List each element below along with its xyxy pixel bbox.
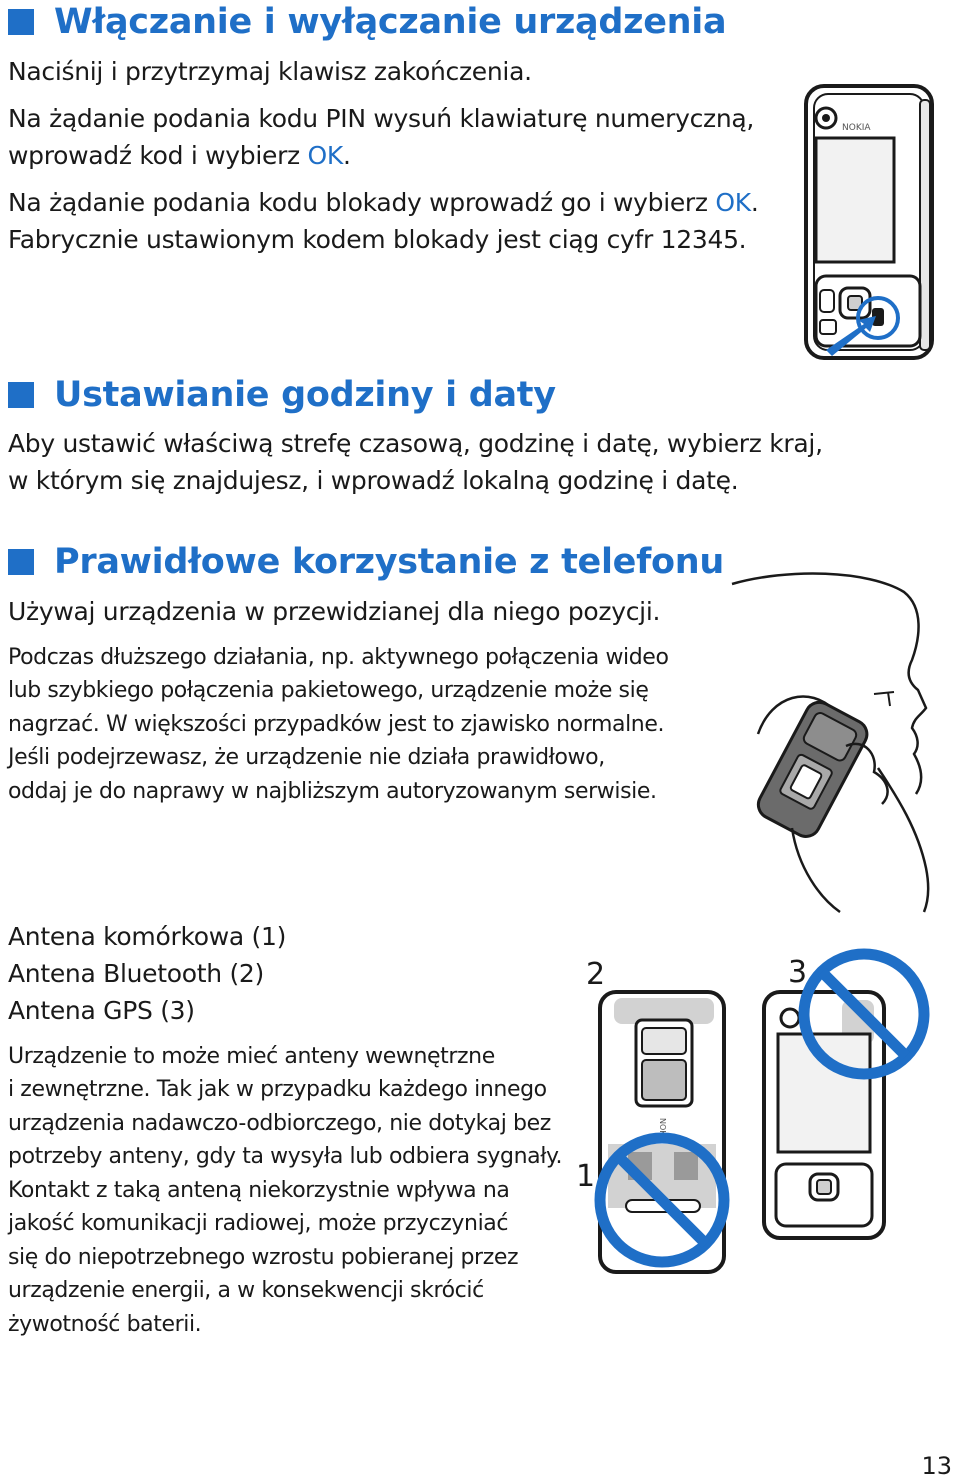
label-3: 3	[788, 955, 808, 990]
brand-text: NOKIA	[658, 1118, 667, 1144]
heading-title: Ustawianie godziny i daty	[54, 375, 556, 415]
text-line: Fabrycznie ustawionym kodem blokady jest ciąg cyfr 12345.	[8, 225, 747, 254]
text-line: potrzeby anteny, gdy ta wysyła lub odbiera sygnały.	[8, 1144, 563, 1169]
ok-keyword: OK	[307, 141, 344, 170]
label-1: 1	[576, 1159, 596, 1194]
text-part: wprowadź kod i wybierz	[8, 141, 308, 170]
antenna-item: Antena GPS (3)	[8, 996, 195, 1025]
heading-bullet	[8, 9, 34, 35]
heading-bullet	[8, 549, 34, 575]
text-line: nagrzać. W większości przypadków jest to zjawisko normalne.	[8, 712, 665, 737]
label-2: 2	[586, 957, 606, 992]
text-part: .	[750, 188, 759, 217]
text-part: .	[343, 141, 351, 170]
heading-title: Prawidłowe korzystanie z telefonu	[54, 542, 725, 582]
text-line: i zewnętrzne. Tak jak w przypadku każdego innego	[8, 1077, 547, 1102]
text-part: Na żądanie podania kodu blokady wprowadź go i wybierz	[8, 188, 716, 217]
text-line: żywotność baterii.	[8, 1312, 202, 1337]
text-line	[8, 184, 759, 221]
text-line: Aby ustawić właściwą strefę czasową, godzinę i datę, wybierz kraj,	[8, 429, 823, 458]
person-holding-phone-illustration	[728, 568, 954, 913]
text-line: Naciśnij i przytrzymaj klawisz zakończenia.	[8, 57, 532, 86]
brand-text: NOKIA	[842, 123, 871, 133]
heading-datetime	[8, 375, 556, 415]
text-line: urządzenie energii, a w konsekwencji skrócić	[8, 1278, 484, 1303]
page-number: 13	[921, 1452, 952, 1480]
text-line: Używaj urządzenia w przewidzianej dla niego pozycji.	[8, 597, 661, 626]
text-line: Na żądanie podania kodu PIN wysuń klawiaturę numeryczną,	[8, 104, 755, 133]
text-line: się do niepotrzebnego wzrostu pobieranej przez	[8, 1245, 519, 1270]
antenna-item: Antena Bluetooth (2)	[8, 959, 264, 988]
text-line: Podczas dłuższego działania, np. aktywnego połączenia wideo	[8, 645, 669, 670]
antenna-location-illustration	[570, 948, 940, 1283]
text-line	[8, 137, 351, 174]
text-line: lub szybkiego połączenia pakietowego, urządzenie może się	[8, 678, 649, 703]
text-line: oddaj je do naprawy w najbliższym autoryzowanym serwisie.	[8, 779, 657, 804]
heading-title: Włączanie i wyłączanie urządzenia	[54, 2, 727, 42]
text-line: Jeśli podejrzewasz, że urządzenie nie działa prawidłowo,	[8, 745, 605, 770]
text-line: jakość komunikacji radiowej, może przyczyniać	[8, 1211, 509, 1236]
text-line: Kontakt z taką anteną niekorzystnie wpływa na	[8, 1178, 510, 1203]
text-line: Urządzenie to może mieć anteny wewnętrzne	[8, 1044, 495, 1069]
text-line: urządzenia nadawczo-odbiorczego, nie dotykaj bez	[8, 1111, 551, 1136]
heading-proper-use	[8, 542, 724, 582]
ok-keyword: OK	[715, 188, 751, 217]
antenna-item: Antena komórkowa (1)	[8, 922, 287, 951]
heading-power	[8, 2, 726, 42]
heading-bullet	[8, 382, 34, 408]
phone-end-key-illustration	[800, 80, 940, 365]
text-line: w którym się znajdujesz, i wprowadź lokalną godzinę i datę.	[8, 466, 739, 495]
